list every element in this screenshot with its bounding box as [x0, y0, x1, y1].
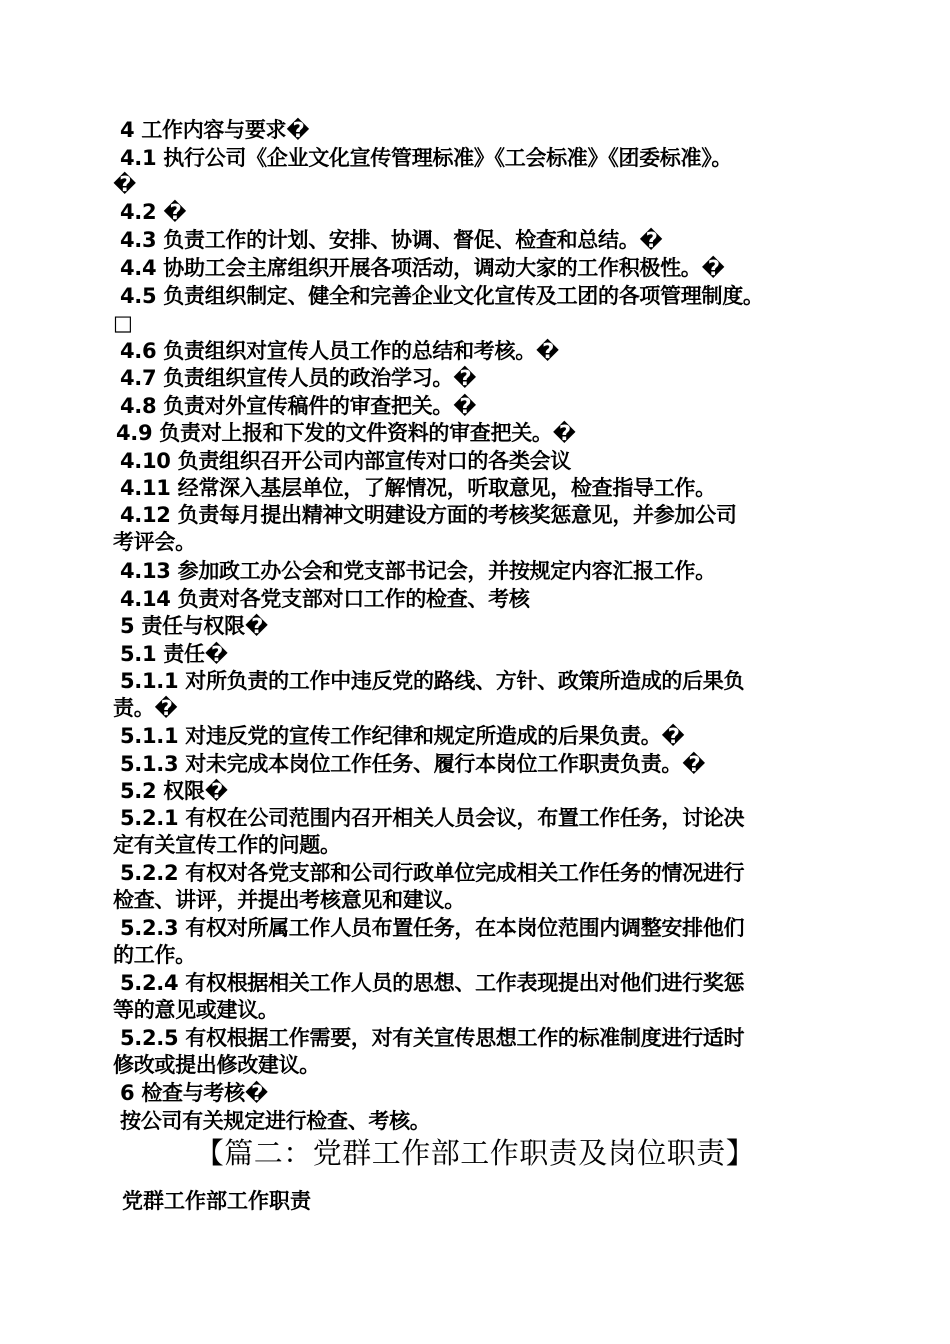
item-4-12-continuation: 考评会。	[113, 530, 196, 554]
item-4-3: 4.3 负责工作的计划、安排、协调、督促、检查和总结。�	[120, 228, 663, 252]
item-4-7: 4.7 负责组织宣传人员的政治学习。�	[120, 366, 477, 390]
item-4-1-continuation: �	[113, 172, 137, 196]
subsection-5-2: 5.2 权限�	[120, 779, 228, 803]
item-4-11: 4.11 经常深入基层单位，了解情况，听取意见，检查指导工作。	[120, 476, 716, 500]
item-4-1: 4.1 执行公司《企业文化宣传管理标准》《工会标准》《团委标准》。	[120, 146, 733, 170]
item-4-14: 4.14 负责对各党支部对口工作的检查、考核	[120, 587, 530, 611]
item-5-1-1-continuation: 责。�	[113, 696, 178, 720]
item-5-2-3: 5.2.3 有权对所属工作人员布置任务，在本岗位范围内调整安排他们	[120, 916, 745, 940]
item-4-5-continuation: □	[113, 311, 133, 335]
item-5-2-1-continuation: 定有关宣传工作的问题。	[113, 833, 341, 857]
section-4-title: 4 工作内容与要求�	[120, 118, 310, 142]
item-5-2-1: 5.2.1 有权在公司范围内召开相关人员会议，布置工作任务，讨论决	[120, 806, 745, 830]
item-5-2-2-continuation: 检查、讲评，并提出考核意见和建议。	[113, 888, 465, 912]
subsection-5-1: 5.1 责任�	[120, 642, 228, 666]
item-4-4: 4.4 协助工会主席组织开展各项活动，调动大家的工作积极性。�	[120, 256, 725, 280]
item-4-9: 4.9 负责对上报和下发的文件资料的审查把关。�	[116, 421, 576, 445]
item-5-1-1-second: 5.1.1 对违反党的宣传工作纪律和规定所造成的后果负责。�	[120, 724, 685, 748]
item-5-1-3: 5.1.3 对未完成本岗位工作任务、履行本岗位工作职责负责。�	[120, 752, 706, 776]
item-4-10: 4.10 负责组织召开公司内部宣传对口的各类会议	[120, 449, 571, 473]
item-5-2-3-continuation: 的工作。	[113, 943, 196, 967]
item-4-6: 4.6 负责组织对宣传人员工作的总结和考核。�	[120, 339, 559, 363]
item-5-2-2: 5.2.2 有权对各党支部和公司行政单位完成相关工作任务的情况进行	[120, 861, 745, 885]
item-4-8: 4.8 负责对外宣传稿件的审查把关。�	[120, 394, 477, 418]
item-5-2-5-continuation: 修改或提出修改建议。	[113, 1053, 320, 1077]
item-4-12: 4.12 负责每月提出精神文明建设方面的考核奖惩意见，并参加公司	[120, 503, 737, 527]
part-two-heading: 【篇二：党群工作部工作职责及岗位职责】	[194, 1136, 756, 1170]
part-two-subheading: 党群工作部工作职责	[122, 1189, 311, 1213]
section-5-title: 5 责任与权限�	[120, 614, 268, 638]
item-4-5: 4.5 负责组织制定、健全和完善企业文化宣传及工团的各项管理制度。	[120, 284, 764, 308]
section-6-title: 6 检查与考核�	[120, 1081, 268, 1105]
item-5-2-4-continuation: 等的意见或建议。	[113, 998, 279, 1022]
item-4-13: 4.13 参加政工办公会和党支部书记会，并按规定内容汇报工作。	[120, 559, 716, 583]
item-5-2-5: 5.2.5 有权根据工作需要，对有关宣传思想工作的标准制度进行适时	[120, 1026, 745, 1050]
item-5-2-4: 5.2.4 有权根据相关工作人员的思想、工作表现提出对他们进行奖惩	[120, 971, 745, 995]
item-4-2: 4.2 �	[120, 200, 187, 224]
item-5-1-1: 5.1.1 对所负责的工作中违反党的路线、方针、政策所造成的后果负	[120, 669, 745, 693]
section-6-body: 按公司有关规定进行检查、考核。	[120, 1109, 431, 1133]
